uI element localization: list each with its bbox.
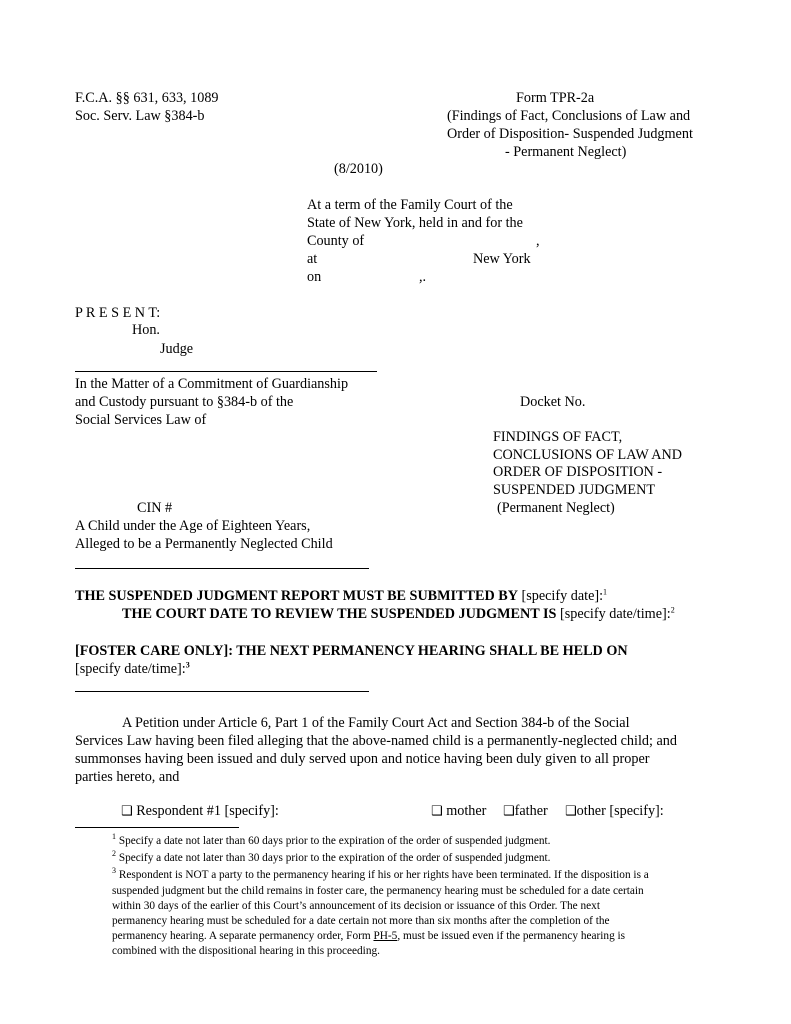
doc-title-line2: CONCLUSIONS OF LAW AND xyxy=(493,447,682,463)
other-label: other [specify]: xyxy=(576,803,664,819)
footnote-3-line5 xyxy=(112,929,625,944)
court-term-line1: At a term of the Family Court of the xyxy=(307,197,513,213)
foster-care-placeholder: [specify date/time]: xyxy=(75,661,186,677)
date-punctuation: ,. xyxy=(419,269,427,285)
mother-label: mother xyxy=(446,803,487,819)
doc-title-line1: FINDINGS OF FACT, xyxy=(493,429,623,445)
footnote-3-line1 xyxy=(112,868,649,883)
foster-care-heading: [FOSTER CARE ONLY]: THE NEXT PERMANENCY HEARING SHALL BE HELD ON xyxy=(75,643,628,659)
statute-citation-2: Soc. Serv. Law §384-b xyxy=(75,108,205,124)
form-revision-date: (8/2010) xyxy=(334,161,383,177)
report-deadline-notice xyxy=(75,587,607,605)
present-label: P R E S E N T: xyxy=(75,305,161,321)
hon-label: Hon. xyxy=(132,322,160,338)
footnote-3-line2: suspended judgment but the child remains in foster care, the permanency hearing must be scheduled for a date certain xyxy=(112,885,644,897)
respondent-label: Respondent #1 [specify]: xyxy=(136,803,279,819)
footnote-ref-2: 2 xyxy=(670,605,675,615)
court-term-line2: State of New York, held in and for the xyxy=(307,215,523,231)
petition-paragraph-line3: summonses having been issued and duly served upon and notice having been duly given to all proper xyxy=(75,751,650,767)
footnote-2-text: Specify a date not later than 30 days prior to the expiration of the order of suspended judgment. xyxy=(118,852,551,864)
father-option[interactable] xyxy=(503,802,548,821)
respondent-1-option[interactable] xyxy=(121,802,279,821)
cin-label: CIN # xyxy=(137,500,173,516)
footnote-2-number: 2 xyxy=(112,849,116,859)
report-deadline-heading: THE SUSPENDED JUDGMENT REPORT MUST BE SUBMITTED BY xyxy=(75,588,518,604)
caption-line2: and Custody pursuant to §384-b of the xyxy=(75,394,294,410)
mother-option[interactable] xyxy=(431,802,486,821)
petition-paragraph-line4: parties hereto, and xyxy=(75,769,180,785)
footnote-ref-1: 1 xyxy=(603,587,608,597)
footnote-3-text-line5a: permanency hearing. A separate permanency order, Form xyxy=(112,930,374,942)
footnote-3-line3: within 30 days of the earlier of this Court’s announcement of its decision or issuance of this Order. The next xyxy=(112,900,600,912)
footnote-3-number: 3 xyxy=(112,866,116,876)
father-label: father xyxy=(514,803,548,819)
doc-title-line5: (Permanent Neglect) xyxy=(497,500,615,516)
child-description-line2: Alleged to be a Permanently Neglected Child xyxy=(75,536,333,552)
father-checkbox-icon[interactable]: ❑ xyxy=(503,804,515,819)
review-date-heading: THE COURT DATE TO REVIEW THE SUSPENDED JUDGMENT IS xyxy=(122,606,557,622)
doc-title-line3: ORDER OF DISPOSITION - xyxy=(493,464,663,480)
mother-checkbox-icon[interactable]: ❑ xyxy=(431,804,443,819)
footnote-ref-3: 3 xyxy=(185,660,190,670)
footnote-3-text-line1: Respondent is NOT a party to the permanency hearing if his or her rights have been terminated. If the disposition is a xyxy=(118,869,649,881)
at-label: at xyxy=(307,251,318,267)
form-description-line3: - Permanent Neglect) xyxy=(505,144,627,160)
caption-line3: Social Services Law of xyxy=(75,412,207,428)
petition-paragraph-line2: Services Law having been filed alleging that the above-named child is a permanently-neglected child; and xyxy=(75,733,677,749)
caption-bottom-rule xyxy=(75,568,369,569)
footnote-2 xyxy=(112,851,551,866)
footnote-1 xyxy=(112,834,551,849)
foster-care-date xyxy=(75,660,190,678)
footnote-3-line4: permanency hearing must be scheduled for a date certain not more than six months after the completion of the xyxy=(112,915,610,927)
other-checkbox-icon[interactable]: ❑ xyxy=(565,804,577,819)
form-id: Form TPR-2a xyxy=(516,90,595,106)
footnote-3-line6: combined with the dispositional hearing in this proceeding. xyxy=(112,945,380,957)
caption-top-rule xyxy=(75,371,377,372)
state-name: New York xyxy=(473,251,531,267)
statute-citation-1: F.C.A. §§ 631, 633, 1089 xyxy=(75,90,219,106)
footnote-3-text-line5b: , must be issued even if the permanency hearing is xyxy=(397,930,626,942)
respondent-checkbox-icon[interactable]: ❑ xyxy=(121,804,133,819)
petition-paragraph-line1: A Petition under Article 6, Part 1 of the Family Court Act and Section 384-b of the Social xyxy=(122,715,630,731)
other-option[interactable] xyxy=(565,802,664,821)
footnote-1-number: 1 xyxy=(112,832,116,842)
docket-number-label: Docket No. xyxy=(520,394,586,410)
footnote-1-text: Specify a date not later than 60 days prior to the expiration of the order of suspended judgment. xyxy=(118,835,551,847)
doc-title-line4: SUSPENDED JUDGMENT xyxy=(493,482,655,498)
form-ph5-link[interactable]: PH-5 xyxy=(373,930,398,942)
review-date-placeholder: [specify date/time]: xyxy=(556,606,671,622)
child-description-line1: A Child under the Age of Eighteen Years, xyxy=(75,518,311,534)
review-date-notice xyxy=(122,605,675,623)
report-deadline-placeholder: [specify date]: xyxy=(517,588,604,604)
on-label: on xyxy=(307,269,322,285)
form-description-line2: Order of Disposition- Suspended Judgment xyxy=(447,126,693,142)
form-description-line1: (Findings of Fact, Conclusions of Law and xyxy=(447,108,691,124)
county-comma: , xyxy=(536,233,540,249)
foster-care-rule xyxy=(75,691,369,692)
caption-line1: In the Matter of a Commitment of Guardianship xyxy=(75,376,349,392)
footnote-separator xyxy=(75,827,239,828)
judge-label: Judge xyxy=(160,341,194,357)
county-label: County of xyxy=(307,233,365,249)
